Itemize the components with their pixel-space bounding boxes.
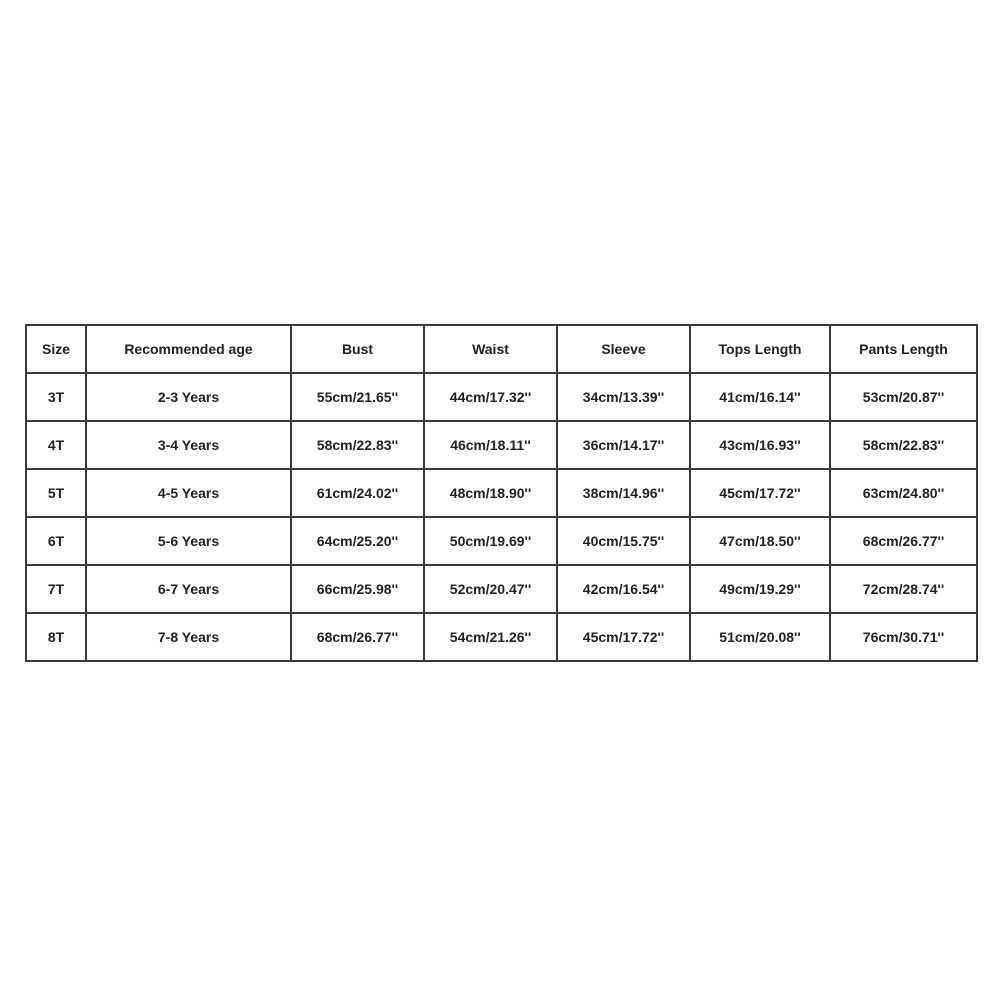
header-pants-length: Pants Length	[830, 325, 977, 373]
size-chart-table	[25, 324, 978, 662]
cell-size: 5T	[26, 469, 86, 517]
cell-waist: 44cm/17.32''	[424, 373, 557, 421]
header-row	[26, 325, 977, 373]
table-row	[26, 517, 977, 565]
cell-bust: 64cm/25.20''	[291, 517, 424, 565]
header-size: Size	[26, 325, 86, 373]
cell-recommended-age: 6-7 Years	[86, 565, 291, 613]
cell-tops-length: 45cm/17.72''	[690, 469, 830, 517]
cell-sleeve: 38cm/14.96''	[557, 469, 690, 517]
cell-size: 3T	[26, 373, 86, 421]
cell-bust: 68cm/26.77''	[291, 613, 424, 661]
cell-tops-length: 47cm/18.50''	[690, 517, 830, 565]
cell-size: 4T	[26, 421, 86, 469]
cell-bust: 55cm/21.65''	[291, 373, 424, 421]
cell-size: 8T	[26, 613, 86, 661]
cell-pants-length: 53cm/20.87''	[830, 373, 977, 421]
cell-tops-length: 49cm/19.29''	[690, 565, 830, 613]
cell-tops-length: 43cm/16.93''	[690, 421, 830, 469]
cell-bust: 66cm/25.98''	[291, 565, 424, 613]
header-recommended-age: Recommended age	[86, 325, 291, 373]
table-row	[26, 421, 977, 469]
table-row	[26, 565, 977, 613]
cell-waist: 52cm/20.47''	[424, 565, 557, 613]
cell-recommended-age: 5-6 Years	[86, 517, 291, 565]
cell-recommended-age: 4-5 Years	[86, 469, 291, 517]
table-row	[26, 469, 977, 517]
cell-waist: 54cm/21.26''	[424, 613, 557, 661]
header-waist: Waist	[424, 325, 557, 373]
cell-tops-length: 41cm/16.14''	[690, 373, 830, 421]
cell-recommended-age: 7-8 Years	[86, 613, 291, 661]
cell-waist: 46cm/18.11''	[424, 421, 557, 469]
cell-size: 7T	[26, 565, 86, 613]
table-row	[26, 373, 977, 421]
cell-recommended-age: 3-4 Years	[86, 421, 291, 469]
cell-pants-length: 68cm/26.77''	[830, 517, 977, 565]
cell-sleeve: 40cm/15.75''	[557, 517, 690, 565]
table-row	[26, 613, 977, 661]
cell-waist: 48cm/18.90''	[424, 469, 557, 517]
cell-pants-length: 76cm/30.71''	[830, 613, 977, 661]
cell-sleeve: 34cm/13.39''	[557, 373, 690, 421]
header-bust: Bust	[291, 325, 424, 373]
cell-bust: 58cm/22.83''	[291, 421, 424, 469]
cell-recommended-age: 2-3 Years	[86, 373, 291, 421]
cell-waist: 50cm/19.69''	[424, 517, 557, 565]
cell-pants-length: 72cm/28.74''	[830, 565, 977, 613]
cell-sleeve: 36cm/14.17''	[557, 421, 690, 469]
header-sleeve: Sleeve	[557, 325, 690, 373]
cell-pants-length: 63cm/24.80''	[830, 469, 977, 517]
cell-bust: 61cm/24.02''	[291, 469, 424, 517]
cell-tops-length: 51cm/20.08''	[690, 613, 830, 661]
header-tops-length: Tops Length	[690, 325, 830, 373]
cell-size: 6T	[26, 517, 86, 565]
cell-sleeve: 45cm/17.72''	[557, 613, 690, 661]
cell-pants-length: 58cm/22.83''	[830, 421, 977, 469]
cell-sleeve: 42cm/16.54''	[557, 565, 690, 613]
